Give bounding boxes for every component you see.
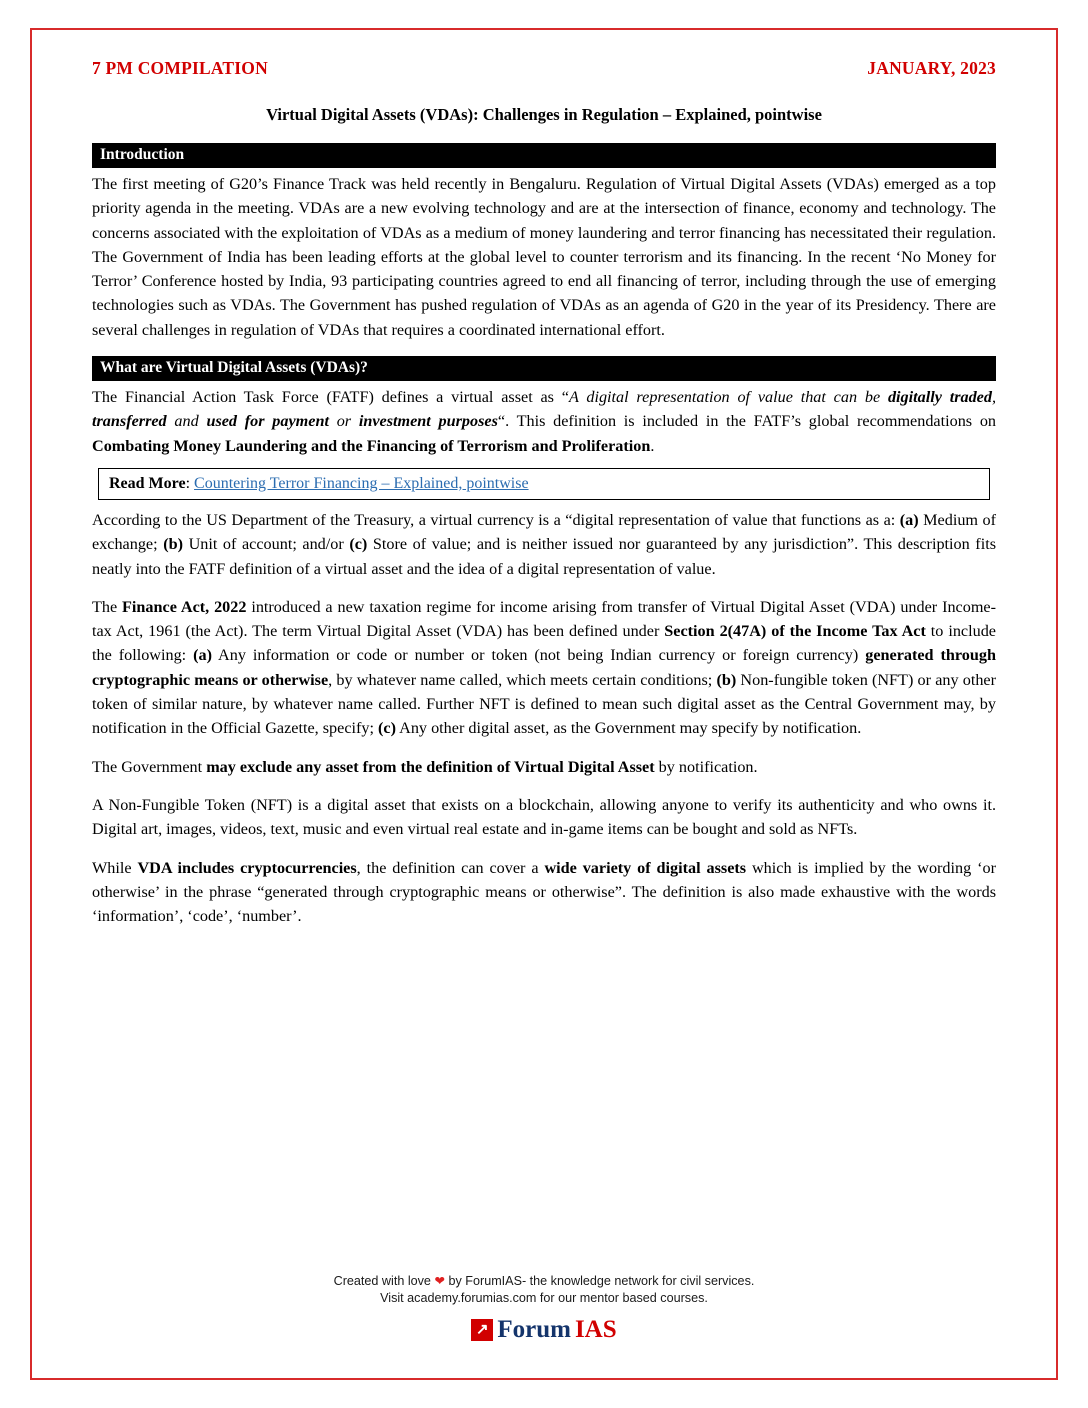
finance-bold-3: generated through cryptographic means or otherwise	[92, 646, 996, 689]
treasury-text-3: Unit of account; and/or	[183, 535, 350, 554]
header-left-title: 7 PM COMPILATION	[92, 58, 268, 78]
finance-act-paragraph	[92, 595, 996, 741]
introduction-paragraph: The first meeting of G20’s Finance Track was held recently in Bengaluru. Regulation of Virtual Digital Assets (VDAs) emerged as a top priority agenda in the meeting. VDAs are a new evolving technology and are at the intersection of finance, economy and technology. The concerns associated with the exploitation of VDAs as a medium of money laundering and terror financing has necessitated their regulation. The Government of India has been leading efforts at the global level to counter terrorism and its financing. In the recent ‘No Money for Terror’ Conference hosted by India, 93 participating countries agreed to end all financing of terror, including through the use of emerging technologies such as VDAs. The Government has pushed regulation of VDAs as an agenda of G20 in the year of its Presidency. There are several challenges in regulation of VDAs that requires a coordinated international effort.	[92, 175, 996, 339]
finance-text-3: to include the following:	[92, 622, 996, 665]
header-right-date: JANUARY, 2023	[867, 58, 996, 78]
cryptocurrency-paragraph	[92, 856, 996, 929]
forumias-logo	[471, 1316, 616, 1344]
finance-marker-a: (a)	[193, 646, 212, 665]
finance-text-5: , by whatever name called, which meets certain conditions;	[328, 670, 717, 689]
treasury-text-4: Store of value; and is neither issued nor guaranteed by any jurisdiction”. This description fits neatly into the FATF definition of a virtual asset and the idea of a digital representation of value.	[92, 535, 996, 578]
page-header	[92, 58, 996, 79]
finance-bold-1: Finance Act, 2022	[122, 597, 247, 616]
finance-text-6: Non-fungible token (NFT) or any other token of similar nature, by whatever name called. Further NFT is defined to mean such digital asset as the Central Government may, by notification in the Official Gazette, specify;	[92, 670, 997, 738]
crypto-bold-2: wide variety of digital assets	[544, 858, 747, 877]
section-heading-introduction: Introduction	[92, 143, 996, 168]
footer-credit-post: by ForumIAS- the knowledge network for civil services.	[445, 1274, 755, 1288]
finance-text-7: Any other digital asset, as the Government may specify by notification.	[396, 719, 862, 738]
treasury-paragraph	[92, 508, 996, 581]
fatf-quote-bold-4: investment purposes	[358, 412, 498, 431]
fatf-quote-sep-3: or	[328, 412, 359, 431]
crypto-text-2: , the definition can cover a	[356, 858, 545, 877]
treasury-text-1: According to the US Department of the Treasury, a virtual currency is a “digital representation of value that functions as a:	[92, 510, 900, 529]
read-more-separator: :	[185, 474, 195, 492]
fatf-quote-close: “. This definition is included in the FATF’s global recommendations on	[497, 412, 997, 431]
arrow-icon: ↗	[471, 1319, 493, 1341]
fatf-quote-bold-1: digitally traded	[887, 388, 992, 407]
finance-bold-2: Section 2(47A) of the Income Tax Act	[664, 622, 926, 641]
logo-text-forum: Forum	[497, 1316, 571, 1343]
exclusion-text-1: The Government	[92, 757, 207, 776]
footer-visit-line: Visit academy.forumias.com for our mentor based courses.	[380, 1291, 708, 1305]
finance-marker-b: (b)	[716, 670, 737, 689]
exclusion-paragraph	[92, 755, 996, 779]
footer-credit-pre: Created with love	[333, 1274, 435, 1288]
nft-paragraph: A Non-Fungible Token (NFT) is a digital asset that exists on a blockchain, allowing anyone to verify its authenticity and who owns it. Digital art, images, videos, text, music and even virtual real estate and in-game items can be bought and sold as NFTs.	[92, 795, 996, 839]
treasury-text-2: Medium of exchange;	[92, 510, 996, 554]
page-title: Virtual Digital Assets (VDAs): Challenges in Regulation – Explained, pointwise	[266, 105, 822, 124]
heart-icon: ❤	[434, 1274, 445, 1288]
footer-credit-line	[30, 1273, 1058, 1288]
crypto-bold-1: VDA includes cryptocurrencies	[137, 858, 357, 877]
fatf-quote-sep-2: and	[166, 412, 207, 431]
crypto-text-1: While	[92, 858, 138, 877]
logo-text-ias: IAS	[574, 1316, 617, 1343]
fatf-definition-paragraph	[92, 385, 996, 458]
fatf-lead: The Financial Action Task Force (FATF) defines a virtual asset as “	[92, 388, 569, 407]
fatf-quote-sep-1: ,	[991, 388, 997, 407]
page-content	[30, 28, 1058, 1380]
fatf-quote-bold-2: transferred	[92, 412, 167, 431]
finance-text-2: introduced a new taxation regime for income arising from transfer of Virtual Digital Asset (VDA) under Income-tax Act, 1961 (the Act). The term Virtual Digital Asset (VDA) has been defined under	[92, 597, 996, 641]
fatf-quote-1: A digital representation of value that can be	[568, 388, 888, 407]
treasury-marker-c: (c)	[349, 535, 368, 554]
exclusion-bold-1: may exclude any asset from the definition of Virtual Digital Asset	[206, 757, 655, 776]
crypto-text-3: which is implied by the wording ‘or otherwise’ in the phrase “generated through cryptographic means or otherwise”. The definition is also made exhaustive with the words ‘information’, ‘code’, ‘number’.	[92, 858, 996, 926]
finance-marker-c: (c)	[378, 719, 396, 738]
treasury-marker-a: (a)	[899, 510, 919, 529]
finance-text-1: The	[92, 597, 123, 616]
treasury-marker-b: (b)	[163, 535, 183, 554]
fatf-bold-tail: Combating Money Laundering and the Financing of Terrorism and Proliferation	[92, 436, 651, 455]
read-more-box[interactable]	[98, 468, 990, 500]
read-more-label: Read More	[109, 474, 186, 492]
exclusion-text-2: by notification.	[654, 757, 758, 776]
page-footer	[30, 1273, 1058, 1344]
read-more-link[interactable]: Countering Terror Financing – Explained, pointwise	[194, 474, 529, 492]
section-heading-what-are-vdas: What are Virtual Digital Assets (VDAs)?	[92, 356, 996, 381]
fatf-quote-bold-3: used for payment	[206, 412, 329, 431]
fatf-end: .	[650, 436, 655, 455]
finance-text-4: Any information or code or number or token (not being Indian currency or foreign currency)	[212, 646, 866, 665]
